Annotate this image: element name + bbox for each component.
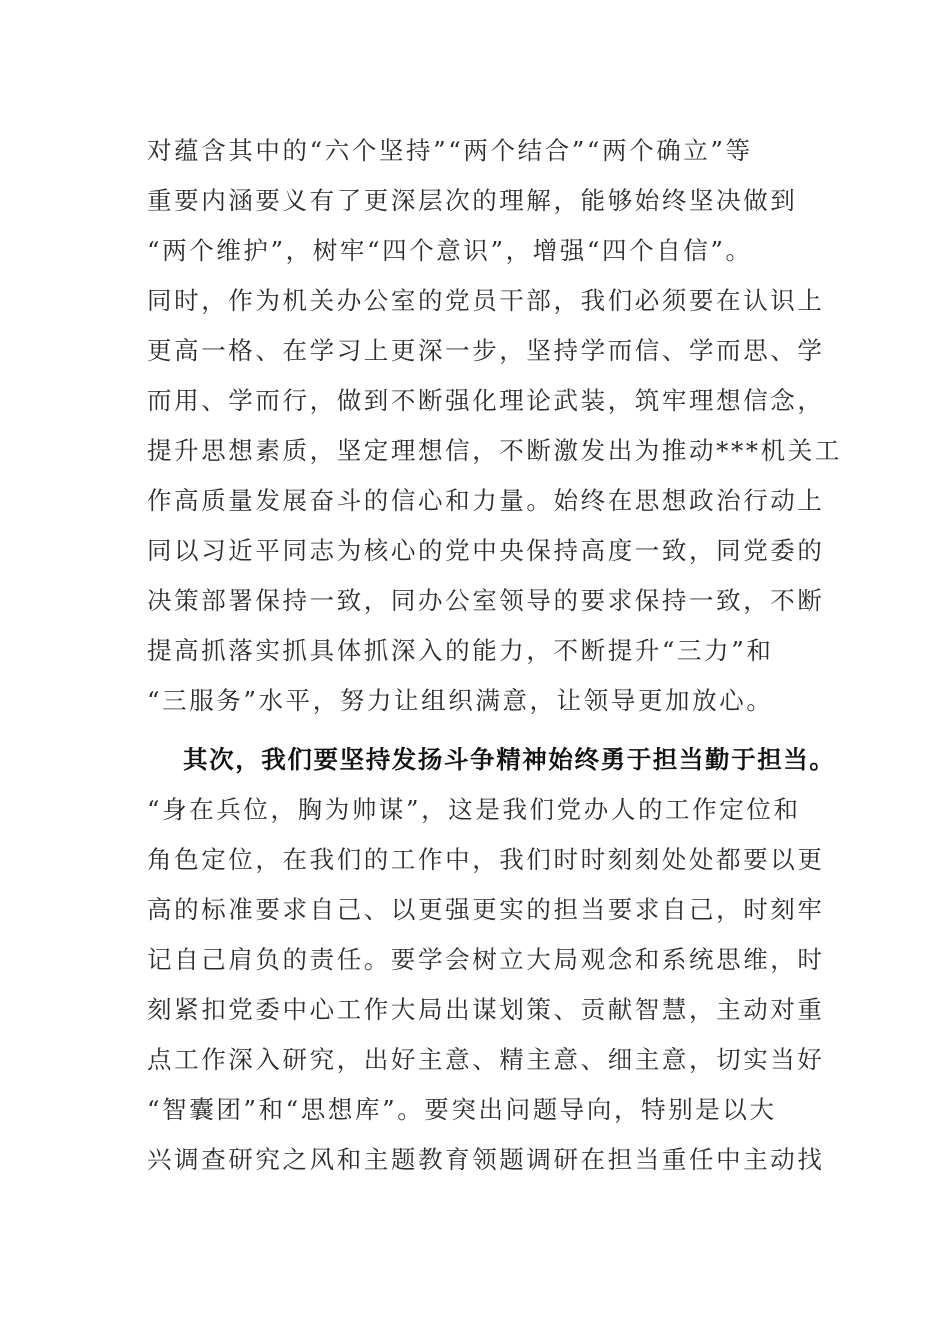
paragraph-line: 而用、学而行，做到不断强化理论武装，筑牢理想信念， <box>147 386 825 415</box>
paragraph-line: “身在兵位，胸为帅谋”，这是我们党办人的工作定位和 <box>147 795 801 824</box>
paragraph-line: 更高一格、在学习上更深一步，坚持学而信、学而思、学 <box>147 336 825 365</box>
paragraph-line: 兴调查研究之风和主题教育领题调研在担当重任中主动找 <box>147 1145 825 1174</box>
paragraph-line: 同时，作为机关办公室的党员干部，我们必须要在认识上 <box>147 286 825 315</box>
paragraph-line: 高的标准要求自己、以更强更实的担当要求自己，时刻牢 <box>147 895 825 924</box>
paragraph-line: 角色定位，在我们的工作中，我们时时刻刻处处都要以更 <box>147 845 825 874</box>
paragraph-line: 记自己肩负的责任。要学会树立大局观念和系统思维，时 <box>147 945 825 974</box>
paragraph-line: 重要内涵要义有了更深层次的理解，能够始终坚决做到 <box>147 186 798 215</box>
paragraph-line: 点工作深入研究，出好主意、精主意、细主意，切实当好 <box>147 1045 825 1074</box>
paragraph-line: 刻紧扣党委中心工作大局出谋划策、贡献智慧，主动对重 <box>147 995 825 1024</box>
paragraph-line: 同以习近平同志为核心的党中央保持高度一致，同党委的 <box>147 536 825 565</box>
paragraph-line: 作高质量发展奋斗的信心和力量。始终在思想政治行动上 <box>147 486 825 515</box>
paragraph-line: 对蕴含其中的“六个坚持”“两个结合”“两个确立”等 <box>147 136 753 165</box>
paragraph-line: “两个维护”，树牢“四个意识”，增强“四个自信”。 <box>147 236 753 265</box>
paragraph-line: 决策部署保持一致，同办公室领导的要求保持一致，不断 <box>147 586 825 615</box>
paragraph-line: 提升思想素质，坚定理想信，不断激发出为推动***机关工 <box>147 436 842 465</box>
paragraph-line: “智囊团”和“思想库”。要突出问题导向，特别是以大 <box>147 1095 777 1124</box>
paragraph-line: 提高抓落实抓具体抓深入的能力，不断提升“三力”和 <box>147 636 774 665</box>
section-heading: 其次，我们要坚持发扬斗争精神始终勇于担当勤于担当。 <box>183 745 836 774</box>
paragraph-line: “三服务”水平，努力让组织满意，让领导更加放心。 <box>147 686 774 715</box>
